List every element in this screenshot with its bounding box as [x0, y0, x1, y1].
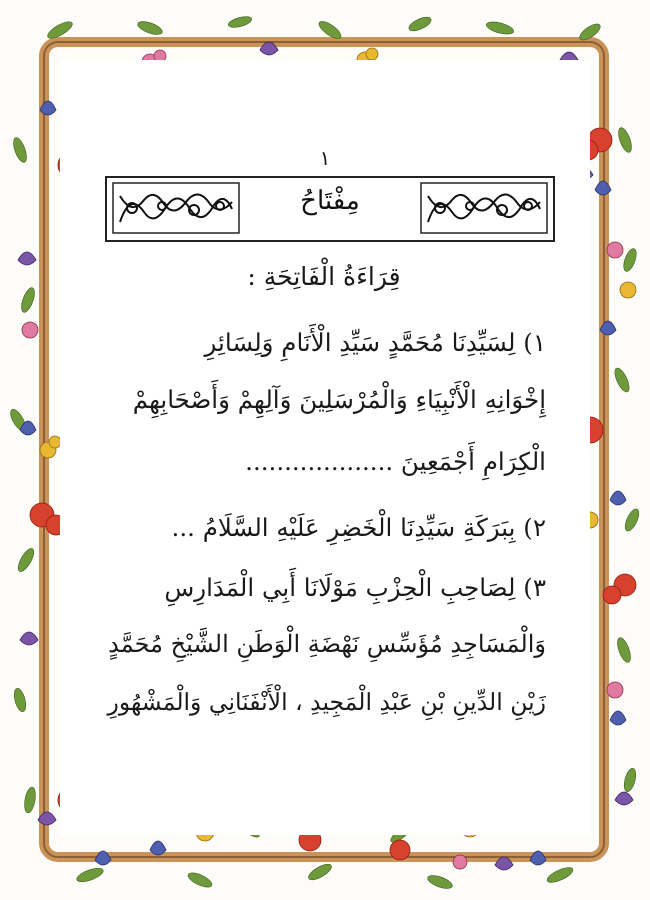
subtitle: قِرَاءَةُ الْفَاتِحَةِ :	[247, 262, 401, 291]
text-line: وَالْمَسَاجِدِ مُؤَسِّسِ نَهْضَةِ الْوَطَنِ الشَّيْخِ مُحَمَّدٍ	[108, 630, 546, 658]
text-line: ١) لِسَيِّدِنَا مُحَمَّدٍ سَيِّدِ الْأَنَامِ وَلِسَائِرِ	[204, 328, 546, 357]
page-number: ١	[319, 146, 331, 170]
text-line: ٣) لِصَاحِبِ الْحِزْبِ مَوْلَانَا أَبِي الْمَدَارِسِ	[164, 573, 546, 602]
page-title: مِفْتَاحُ	[300, 186, 360, 216]
text-line: ٢) بِبَرَكَةِ سَيِّدِنَا الْخَضِرِ عَلَيْهِ السَّلَامُ ...	[171, 513, 546, 542]
title-banner	[105, 176, 555, 242]
right-ornament-icon	[420, 182, 548, 234]
text-line: الْكِرَامِ أَجْمَعِينَ ...................	[245, 447, 546, 476]
text-line: زَيْنِ الدِّينِ بْنِ عَبْدِ الْمَجِيدِ ، الْأَنْفَنَانِي وَالْمَشْهُورِ	[107, 688, 546, 716]
text-line: إِخْوَانِهِ الْأَنْبِيَاءِ وَالْمُرْسَلِينَ وَآلِهِمْ وَأَصْحَابِهِمْ	[132, 385, 546, 414]
left-ornament-icon	[112, 182, 240, 234]
